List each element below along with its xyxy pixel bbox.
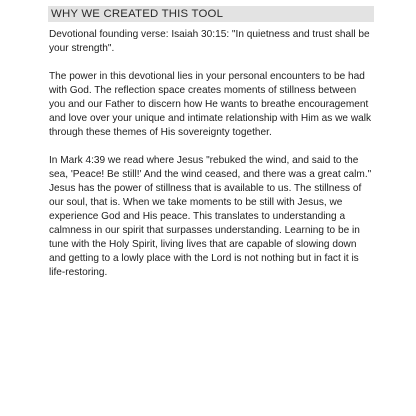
body-text — [49, 28, 375, 294]
devotional-purpose-paragraph: The power in this devotional lies in your personal encounters to be had with God. The reflection space creates moments of stillness between you and our Father to discern how He wants to breathe encouragement and love over your unique and intimate relationship with Him as we walk through these themes of His sovereignty together. — [49, 71, 372, 138]
founding-verse-paragraph: Devotional founding verse: Isaiah 30:15: "In quietness and trust shall be your strength". — [49, 29, 370, 54]
section-heading: WHY WE CREATED THIS TOOL — [48, 6, 374, 22]
stillness-paragraph: In Mark 4:39 we read where Jesus "rebuked the wind, and said to the sea, 'Peace! Be still!' And the wind ceased, and there was a great calm." Jesus has the power of stillness that is available to us. The stillness of our soul, that is. When we take moments to be still with Jesus, we experience God and His peace. This translates to understanding a calmness in our spirit that surpasses understanding. Learning to be in tune with the Holy Spirit, living lives that are capable of slowing down and getting to a lowly place with the Lord is not nothing but in fact it is life-restoring. — [49, 155, 372, 278]
